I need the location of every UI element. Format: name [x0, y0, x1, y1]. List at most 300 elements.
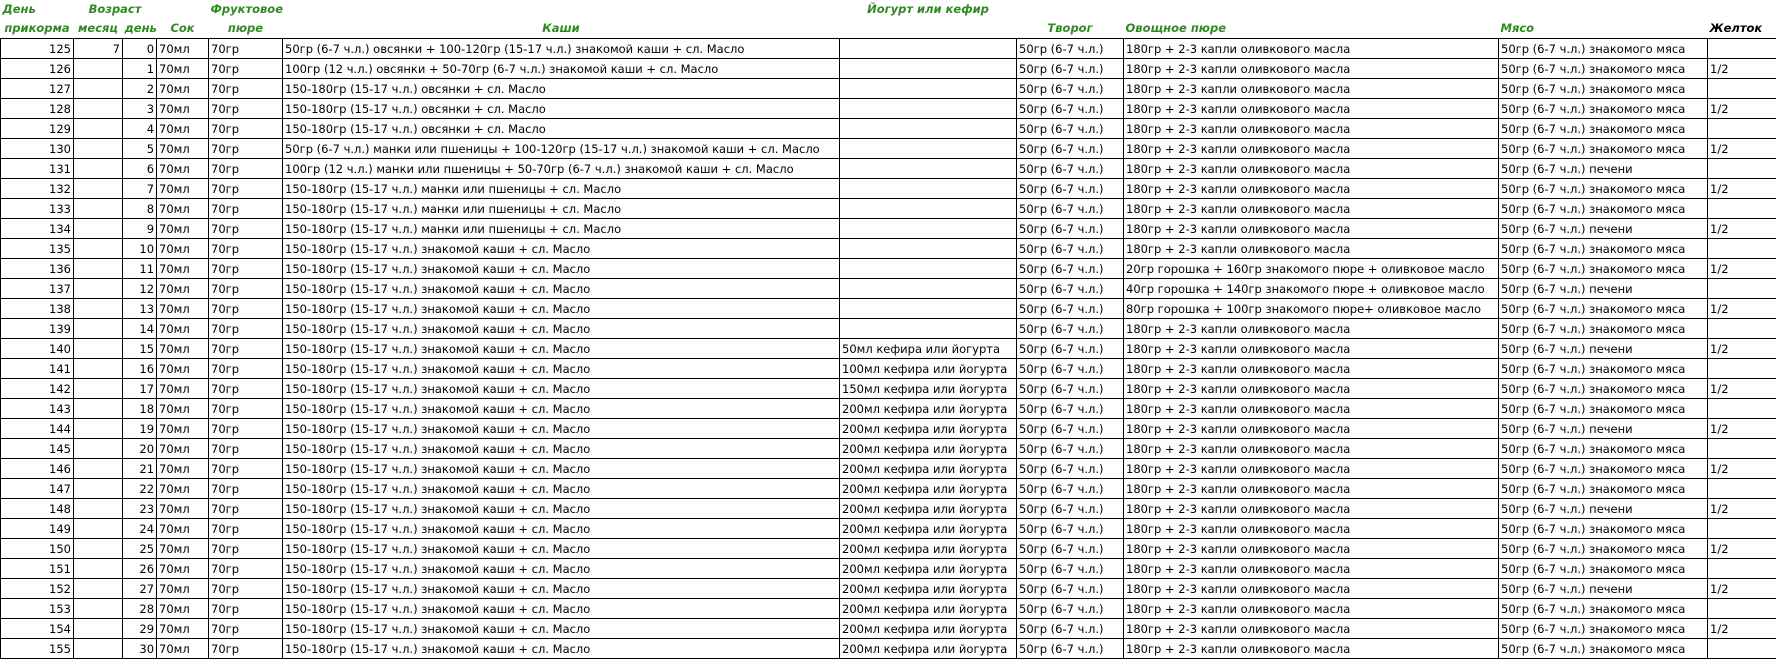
- cell-juice[interactable]: 70мл: [157, 219, 209, 239]
- cell-vegetable-puree[interactable]: 180гр + 2-3 капли оливкового масла: [1124, 179, 1499, 199]
- cell-cottage-cheese[interactable]: 50гр (6-7 ч.л.): [1017, 459, 1124, 479]
- cell-porridge[interactable]: 150-180гр (15-17 ч.л.) манки или пшеницы + сл. Масло: [283, 179, 840, 199]
- cell-cottage-cheese[interactable]: 50гр (6-7 ч.л.): [1017, 239, 1124, 259]
- cell-yogurt[interactable]: [840, 139, 1017, 159]
- cell-yogurt[interactable]: [840, 79, 1017, 99]
- cell-yolk[interactable]: [1708, 599, 1776, 619]
- cell-porridge[interactable]: 150-180гр (15-17 ч.л.) манки или пшеницы + сл. Масло: [283, 199, 840, 219]
- cell-juice[interactable]: 70мл: [157, 179, 209, 199]
- cell-month[interactable]: [74, 79, 123, 99]
- cell-day[interactable]: 143: [1, 399, 74, 419]
- cell-day-number[interactable]: 9: [123, 219, 157, 239]
- cell-porridge[interactable]: 150-180гр (15-17 ч.л.) овсянки + сл. Масло: [283, 79, 840, 99]
- cell-juice[interactable]: 70мл: [157, 619, 209, 639]
- cell-meat[interactable]: 50гр (6-7 ч.л.) знакомого мяса: [1499, 199, 1708, 219]
- cell-day-number[interactable]: 1: [123, 59, 157, 79]
- cell-cottage-cheese[interactable]: 50гр (6-7 ч.л.): [1017, 119, 1124, 139]
- cell-meat[interactable]: 50гр (6-7 ч.л.) знакомого мяса: [1499, 399, 1708, 419]
- cell-day-number[interactable]: 6: [123, 159, 157, 179]
- cell-porridge[interactable]: 150-180гр (15-17 ч.л.) манки или пшеницы + сл. Масло: [283, 219, 840, 239]
- cell-day-number[interactable]: 30: [123, 639, 157, 659]
- cell-juice[interactable]: 70мл: [157, 39, 209, 59]
- cell-porridge[interactable]: 150-180гр (15-17 ч.л.) знакомой каши + сл. Масло: [283, 359, 840, 379]
- cell-porridge[interactable]: 150-180гр (15-17 ч.л.) знакомой каши + сл. Масло: [283, 459, 840, 479]
- cell-fruit-puree[interactable]: 70гр: [209, 359, 283, 379]
- cell-day-number[interactable]: 28: [123, 599, 157, 619]
- cell-month[interactable]: [74, 59, 123, 79]
- cell-month[interactable]: [74, 459, 123, 479]
- cell-month[interactable]: [74, 579, 123, 599]
- cell-fruit-puree[interactable]: 70гр: [209, 639, 283, 659]
- cell-yogurt[interactable]: [840, 319, 1017, 339]
- cell-day[interactable]: 152: [1, 579, 74, 599]
- cell-cottage-cheese[interactable]: 50гр (6-7 ч.л.): [1017, 159, 1124, 179]
- cell-day[interactable]: 140: [1, 339, 74, 359]
- cell-juice[interactable]: 70мл: [157, 439, 209, 459]
- cell-yogurt[interactable]: 200мл кефира или йогурта: [840, 499, 1017, 519]
- cell-meat[interactable]: 50гр (6-7 ч.л.) знакомого мяса: [1499, 619, 1708, 639]
- cell-meat[interactable]: 50гр (6-7 ч.л.) печени: [1499, 419, 1708, 439]
- cell-month[interactable]: [74, 199, 123, 219]
- cell-month[interactable]: [74, 219, 123, 239]
- cell-porridge[interactable]: 150-180гр (15-17 ч.л.) знакомой каши + сл. Масло: [283, 619, 840, 639]
- cell-meat[interactable]: 50гр (6-7 ч.л.) знакомого мяса: [1499, 239, 1708, 259]
- cell-day[interactable]: 127: [1, 79, 74, 99]
- cell-juice[interactable]: 70мл: [157, 339, 209, 359]
- cell-yolk[interactable]: [1708, 79, 1776, 99]
- cell-fruit-puree[interactable]: 70гр: [209, 299, 283, 319]
- cell-day[interactable]: 147: [1, 479, 74, 499]
- cell-yolk[interactable]: [1708, 39, 1776, 59]
- cell-porridge[interactable]: 100гр (12 ч.л.) овсянки + 50-70гр (6-7 ч.л.) знакомой каши + сл. Масло: [283, 59, 840, 79]
- cell-vegetable-puree[interactable]: 180гр + 2-3 капли оливкового масла: [1124, 39, 1499, 59]
- cell-meat[interactable]: 50гр (6-7 ч.л.) знакомого мяса: [1499, 599, 1708, 619]
- cell-meat[interactable]: 50гр (6-7 ч.л.) печени: [1499, 159, 1708, 179]
- cell-vegetable-puree[interactable]: 180гр + 2-3 капли оливкового масла: [1124, 439, 1499, 459]
- cell-yolk[interactable]: [1708, 439, 1776, 459]
- cell-fruit-puree[interactable]: 70гр: [209, 179, 283, 199]
- cell-vegetable-puree[interactable]: 180гр + 2-3 капли оливкового масла: [1124, 99, 1499, 119]
- cell-fruit-puree[interactable]: 70гр: [209, 279, 283, 299]
- cell-juice[interactable]: 70мл: [157, 519, 209, 539]
- cell-fruit-puree[interactable]: 70гр: [209, 339, 283, 359]
- cell-fruit-puree[interactable]: 70гр: [209, 599, 283, 619]
- cell-day-number[interactable]: 24: [123, 519, 157, 539]
- cell-fruit-puree[interactable]: 70гр: [209, 239, 283, 259]
- cell-juice[interactable]: 70мл: [157, 379, 209, 399]
- cell-cottage-cheese[interactable]: 50гр (6-7 ч.л.): [1017, 559, 1124, 579]
- cell-cottage-cheese[interactable]: 50гр (6-7 ч.л.): [1017, 379, 1124, 399]
- cell-cottage-cheese[interactable]: 50гр (6-7 ч.л.): [1017, 619, 1124, 639]
- cell-yolk[interactable]: [1708, 319, 1776, 339]
- cell-month[interactable]: [74, 119, 123, 139]
- cell-juice[interactable]: 70мл: [157, 559, 209, 579]
- cell-cottage-cheese[interactable]: 50гр (6-7 ч.л.): [1017, 339, 1124, 359]
- cell-yogurt[interactable]: 200мл кефира или йогурта: [840, 639, 1017, 659]
- cell-fruit-puree[interactable]: 70гр: [209, 79, 283, 99]
- cell-day[interactable]: 136: [1, 259, 74, 279]
- cell-month[interactable]: [74, 639, 123, 659]
- cell-day-number[interactable]: 18: [123, 399, 157, 419]
- cell-day[interactable]: 130: [1, 139, 74, 159]
- cell-meat[interactable]: 50гр (6-7 ч.л.) знакомого мяса: [1499, 559, 1708, 579]
- cell-yolk[interactable]: [1708, 519, 1776, 539]
- cell-vegetable-puree[interactable]: 180гр + 2-3 капли оливкового масла: [1124, 459, 1499, 479]
- cell-fruit-puree[interactable]: 70гр: [209, 39, 283, 59]
- cell-porridge[interactable]: 150-180гр (15-17 ч.л.) знакомой каши + сл. Масло: [283, 479, 840, 499]
- cell-day-number[interactable]: 26: [123, 559, 157, 579]
- cell-month[interactable]: [74, 159, 123, 179]
- cell-month[interactable]: [74, 439, 123, 459]
- cell-day[interactable]: 142: [1, 379, 74, 399]
- cell-yolk[interactable]: 1/2: [1708, 339, 1776, 359]
- cell-fruit-puree[interactable]: 70гр: [209, 519, 283, 539]
- cell-fruit-puree[interactable]: 70гр: [209, 579, 283, 599]
- cell-yolk[interactable]: 1/2: [1708, 259, 1776, 279]
- cell-yogurt[interactable]: 100мл кефира или йогурта: [840, 359, 1017, 379]
- cell-yogurt[interactable]: [840, 259, 1017, 279]
- cell-day[interactable]: 141: [1, 359, 74, 379]
- cell-day[interactable]: 155: [1, 639, 74, 659]
- cell-cottage-cheese[interactable]: 50гр (6-7 ч.л.): [1017, 139, 1124, 159]
- cell-juice[interactable]: 70мл: [157, 99, 209, 119]
- cell-yogurt[interactable]: 200мл кефира или йогурта: [840, 459, 1017, 479]
- cell-fruit-puree[interactable]: 70гр: [209, 419, 283, 439]
- cell-meat[interactable]: 50гр (6-7 ч.л.) знакомого мяса: [1499, 259, 1708, 279]
- cell-meat[interactable]: 50гр (6-7 ч.л.) знакомого мяса: [1499, 359, 1708, 379]
- cell-month[interactable]: [74, 559, 123, 579]
- cell-juice[interactable]: 70мл: [157, 159, 209, 179]
- cell-fruit-puree[interactable]: 70гр: [209, 479, 283, 499]
- cell-month[interactable]: [74, 279, 123, 299]
- cell-juice[interactable]: 70мл: [157, 139, 209, 159]
- cell-month[interactable]: [74, 259, 123, 279]
- cell-juice[interactable]: 70мл: [157, 79, 209, 99]
- cell-day[interactable]: 129: [1, 119, 74, 139]
- cell-yogurt[interactable]: 150мл кефира или йогурта: [840, 379, 1017, 399]
- cell-juice[interactable]: 70мл: [157, 199, 209, 219]
- cell-yolk[interactable]: [1708, 559, 1776, 579]
- cell-porridge[interactable]: 150-180гр (15-17 ч.л.) знакомой каши + сл. Масло: [283, 339, 840, 359]
- cell-porridge[interactable]: 150-180гр (15-17 ч.л.) знакомой каши + сл. Масло: [283, 299, 840, 319]
- cell-day-number[interactable]: 14: [123, 319, 157, 339]
- cell-day-number[interactable]: 3: [123, 99, 157, 119]
- cell-yogurt[interactable]: [840, 59, 1017, 79]
- cell-cottage-cheese[interactable]: 50гр (6-7 ч.л.): [1017, 319, 1124, 339]
- cell-fruit-puree[interactable]: 70гр: [209, 559, 283, 579]
- cell-yogurt[interactable]: 200мл кефира или йогурта: [840, 479, 1017, 499]
- cell-month[interactable]: [74, 479, 123, 499]
- cell-cottage-cheese[interactable]: 50гр (6-7 ч.л.): [1017, 599, 1124, 619]
- cell-cottage-cheese[interactable]: 50гр (6-7 ч.л.): [1017, 299, 1124, 319]
- cell-vegetable-puree[interactable]: 180гр + 2-3 капли оливкового масла: [1124, 319, 1499, 339]
- cell-yogurt[interactable]: [840, 159, 1017, 179]
- cell-meat[interactable]: 50гр (6-7 ч.л.) знакомого мяса: [1499, 139, 1708, 159]
- cell-month[interactable]: [74, 379, 123, 399]
- cell-vegetable-puree[interactable]: 180гр + 2-3 капли оливкового масла: [1124, 199, 1499, 219]
- cell-vegetable-puree[interactable]: 180гр + 2-3 капли оливкового масла: [1124, 239, 1499, 259]
- cell-meat[interactable]: 50гр (6-7 ч.л.) знакомого мяса: [1499, 519, 1708, 539]
- cell-day-number[interactable]: 4: [123, 119, 157, 139]
- cell-day-number[interactable]: 25: [123, 539, 157, 559]
- cell-cottage-cheese[interactable]: 50гр (6-7 ч.л.): [1017, 439, 1124, 459]
- cell-month[interactable]: [74, 539, 123, 559]
- cell-fruit-puree[interactable]: 70гр: [209, 439, 283, 459]
- cell-vegetable-puree[interactable]: 180гр + 2-3 капли оливкового масла: [1124, 59, 1499, 79]
- cell-vegetable-puree[interactable]: 180гр + 2-3 капли оливкового масла: [1124, 519, 1499, 539]
- cell-day-number[interactable]: 22: [123, 479, 157, 499]
- cell-yogurt[interactable]: 200мл кефира или йогурта: [840, 439, 1017, 459]
- cell-day-number[interactable]: 20: [123, 439, 157, 459]
- cell-yolk[interactable]: 1/2: [1708, 179, 1776, 199]
- cell-yogurt[interactable]: 200мл кефира или йогурта: [840, 539, 1017, 559]
- cell-cottage-cheese[interactable]: 50гр (6-7 ч.л.): [1017, 39, 1124, 59]
- cell-day[interactable]: 139: [1, 319, 74, 339]
- cell-yogurt[interactable]: 200мл кефира или йогурта: [840, 419, 1017, 439]
- cell-day-number[interactable]: 21: [123, 459, 157, 479]
- cell-cottage-cheese[interactable]: 50гр (6-7 ч.л.): [1017, 59, 1124, 79]
- cell-vegetable-puree[interactable]: 180гр + 2-3 капли оливкового масла: [1124, 79, 1499, 99]
- cell-yogurt[interactable]: [840, 39, 1017, 59]
- cell-vegetable-puree[interactable]: 180гр + 2-3 капли оливкового масла: [1124, 219, 1499, 239]
- cell-day[interactable]: 154: [1, 619, 74, 639]
- cell-yolk[interactable]: 1/2: [1708, 299, 1776, 319]
- cell-cottage-cheese[interactable]: 50гр (6-7 ч.л.): [1017, 639, 1124, 659]
- cell-day[interactable]: 138: [1, 299, 74, 319]
- cell-cottage-cheese[interactable]: 50гр (6-7 ч.л.): [1017, 79, 1124, 99]
- cell-vegetable-puree[interactable]: 180гр + 2-3 капли оливкового масла: [1124, 599, 1499, 619]
- cell-meat[interactable]: 50гр (6-7 ч.л.) знакомого мяса: [1499, 639, 1708, 659]
- cell-month[interactable]: [74, 619, 123, 639]
- cell-day[interactable]: 125: [1, 39, 74, 59]
- cell-fruit-puree[interactable]: 70гр: [209, 539, 283, 559]
- cell-cottage-cheese[interactable]: 50гр (6-7 ч.л.): [1017, 199, 1124, 219]
- cell-juice[interactable]: 70мл: [157, 419, 209, 439]
- cell-day[interactable]: 151: [1, 559, 74, 579]
- cell-vegetable-puree[interactable]: 180гр + 2-3 капли оливкового масла: [1124, 419, 1499, 439]
- cell-yogurt[interactable]: 200мл кефира или йогурта: [840, 559, 1017, 579]
- cell-yolk[interactable]: [1708, 359, 1776, 379]
- cell-juice[interactable]: 70мл: [157, 479, 209, 499]
- cell-yogurt[interactable]: [840, 219, 1017, 239]
- cell-yolk[interactable]: 1/2: [1708, 419, 1776, 439]
- cell-juice[interactable]: 70мл: [157, 279, 209, 299]
- cell-meat[interactable]: 50гр (6-7 ч.л.) знакомого мяса: [1499, 99, 1708, 119]
- cell-yogurt[interactable]: [840, 199, 1017, 219]
- cell-juice[interactable]: 70мл: [157, 539, 209, 559]
- cell-day-number[interactable]: 13: [123, 299, 157, 319]
- cell-yolk[interactable]: [1708, 639, 1776, 659]
- cell-day-number[interactable]: 27: [123, 579, 157, 599]
- cell-cottage-cheese[interactable]: 50гр (6-7 ч.л.): [1017, 419, 1124, 439]
- cell-meat[interactable]: 50гр (6-7 ч.л.) печени: [1499, 579, 1708, 599]
- cell-day[interactable]: 153: [1, 599, 74, 619]
- cell-cottage-cheese[interactable]: 50гр (6-7 ч.л.): [1017, 179, 1124, 199]
- cell-porridge[interactable]: 150-180гр (15-17 ч.л.) овсянки + сл. Масло: [283, 99, 840, 119]
- cell-yolk[interactable]: 1/2: [1708, 579, 1776, 599]
- cell-meat[interactable]: 50гр (6-7 ч.л.) знакомого мяса: [1499, 459, 1708, 479]
- cell-cottage-cheese[interactable]: 50гр (6-7 ч.л.): [1017, 99, 1124, 119]
- cell-day[interactable]: 134: [1, 219, 74, 239]
- cell-cottage-cheese[interactable]: 50гр (6-7 ч.л.): [1017, 579, 1124, 599]
- cell-porridge[interactable]: 150-180гр (15-17 ч.л.) знакомой каши + сл. Масло: [283, 579, 840, 599]
- cell-month[interactable]: [74, 339, 123, 359]
- cell-porridge[interactable]: 100гр (12 ч.л.) манки или пшеницы + 50-70гр (6-7 ч.л.) знакомой каши + сл. Масло: [283, 159, 840, 179]
- cell-porridge[interactable]: 150-180гр (15-17 ч.л.) знакомой каши + сл. Масло: [283, 419, 840, 439]
- cell-day-number[interactable]: 8: [123, 199, 157, 219]
- cell-cottage-cheese[interactable]: 50гр (6-7 ч.л.): [1017, 259, 1124, 279]
- cell-fruit-puree[interactable]: 70гр: [209, 259, 283, 279]
- cell-fruit-puree[interactable]: 70гр: [209, 199, 283, 219]
- cell-vegetable-puree[interactable]: 20гр горошка + 160гр знакомого пюре + оливковое масло: [1124, 259, 1499, 279]
- cell-yogurt[interactable]: [840, 119, 1017, 139]
- cell-month[interactable]: [74, 179, 123, 199]
- cell-cottage-cheese[interactable]: 50гр (6-7 ч.л.): [1017, 399, 1124, 419]
- cell-cottage-cheese[interactable]: 50гр (6-7 ч.л.): [1017, 499, 1124, 519]
- cell-porridge[interactable]: 150-180гр (15-17 ч.л.) знакомой каши + сл. Масло: [283, 639, 840, 659]
- cell-yogurt[interactable]: 200мл кефира или йогурта: [840, 579, 1017, 599]
- cell-vegetable-puree[interactable]: 180гр + 2-3 капли оливкового масла: [1124, 359, 1499, 379]
- cell-day-number[interactable]: 0: [123, 39, 157, 59]
- cell-vegetable-puree[interactable]: 180гр + 2-3 капли оливкового масла: [1124, 399, 1499, 419]
- cell-vegetable-puree[interactable]: 180гр + 2-3 капли оливкового масла: [1124, 579, 1499, 599]
- cell-porridge[interactable]: 150-180гр (15-17 ч.л.) знакомой каши + сл. Масло: [283, 519, 840, 539]
- cell-fruit-puree[interactable]: 70гр: [209, 399, 283, 419]
- cell-porridge[interactable]: 150-180гр (15-17 ч.л.) знакомой каши + сл. Масло: [283, 379, 840, 399]
- cell-day[interactable]: 133: [1, 199, 74, 219]
- cell-juice[interactable]: 70мл: [157, 259, 209, 279]
- cell-yogurt[interactable]: 200мл кефира или йогурта: [840, 599, 1017, 619]
- cell-day-number[interactable]: 2: [123, 79, 157, 99]
- cell-day[interactable]: 146: [1, 459, 74, 479]
- cell-day-number[interactable]: 7: [123, 179, 157, 199]
- cell-day[interactable]: 145: [1, 439, 74, 459]
- cell-porridge[interactable]: 150-180гр (15-17 ч.л.) знакомой каши + сл. Масло: [283, 539, 840, 559]
- cell-juice[interactable]: 70мл: [157, 359, 209, 379]
- cell-month[interactable]: [74, 359, 123, 379]
- cell-meat[interactable]: 50гр (6-7 ч.л.) знакомого мяса: [1499, 59, 1708, 79]
- cell-juice[interactable]: 70мл: [157, 579, 209, 599]
- cell-fruit-puree[interactable]: 70гр: [209, 219, 283, 239]
- cell-day-number[interactable]: 12: [123, 279, 157, 299]
- cell-yogurt[interactable]: 200мл кефира или йогурта: [840, 519, 1017, 539]
- cell-meat[interactable]: 50гр (6-7 ч.л.) знакомого мяса: [1499, 479, 1708, 499]
- cell-meat[interactable]: 50гр (6-7 ч.л.) знакомого мяса: [1499, 179, 1708, 199]
- cell-juice[interactable]: 70мл: [157, 239, 209, 259]
- cell-vegetable-puree[interactable]: 180гр + 2-3 капли оливкового масла: [1124, 559, 1499, 579]
- cell-month[interactable]: [74, 419, 123, 439]
- cell-vegetable-puree[interactable]: 180гр + 2-3 капли оливкового масла: [1124, 639, 1499, 659]
- cell-juice[interactable]: 70мл: [157, 639, 209, 659]
- cell-yolk[interactable]: [1708, 119, 1776, 139]
- cell-vegetable-puree[interactable]: 180гр + 2-3 капли оливкового масла: [1124, 339, 1499, 359]
- cell-yolk[interactable]: [1708, 159, 1776, 179]
- cell-yogurt[interactable]: 200мл кефира или йогурта: [840, 399, 1017, 419]
- cell-yogurt[interactable]: [840, 279, 1017, 299]
- cell-month[interactable]: [74, 139, 123, 159]
- cell-juice[interactable]: 70мл: [157, 119, 209, 139]
- cell-day[interactable]: 137: [1, 279, 74, 299]
- cell-day[interactable]: 128: [1, 99, 74, 119]
- cell-porridge[interactable]: 150-180гр (15-17 ч.л.) знакомой каши + сл. Масло: [283, 259, 840, 279]
- cell-day-number[interactable]: 23: [123, 499, 157, 519]
- cell-day[interactable]: 135: [1, 239, 74, 259]
- cell-yolk[interactable]: [1708, 399, 1776, 419]
- cell-porridge[interactable]: 150-180гр (15-17 ч.л.) знакомой каши + сл. Масло: [283, 319, 840, 339]
- cell-juice[interactable]: 70мл: [157, 299, 209, 319]
- cell-month[interactable]: [74, 519, 123, 539]
- cell-month[interactable]: [74, 99, 123, 119]
- cell-fruit-puree[interactable]: 70гр: [209, 59, 283, 79]
- cell-yolk[interactable]: 1/2: [1708, 499, 1776, 519]
- cell-yolk[interactable]: 1/2: [1708, 139, 1776, 159]
- cell-day-number[interactable]: 11: [123, 259, 157, 279]
- cell-cottage-cheese[interactable]: 50гр (6-7 ч.л.): [1017, 279, 1124, 299]
- cell-vegetable-puree[interactable]: 180гр + 2-3 капли оливкового масла: [1124, 159, 1499, 179]
- cell-day-number[interactable]: 16: [123, 359, 157, 379]
- cell-yogurt[interactable]: [840, 179, 1017, 199]
- cell-month[interactable]: [74, 399, 123, 419]
- cell-juice[interactable]: 70мл: [157, 599, 209, 619]
- cell-meat[interactable]: 50гр (6-7 ч.л.) знакомого мяса: [1499, 119, 1708, 139]
- cell-fruit-puree[interactable]: 70гр: [209, 619, 283, 639]
- cell-day[interactable]: 132: [1, 179, 74, 199]
- cell-juice[interactable]: 70мл: [157, 499, 209, 519]
- cell-juice[interactable]: 70мл: [157, 319, 209, 339]
- cell-day-number[interactable]: 29: [123, 619, 157, 639]
- cell-yolk[interactable]: 1/2: [1708, 539, 1776, 559]
- cell-porridge[interactable]: 50гр (6-7 ч.л.) овсянки + 100-120гр (15-17 ч.л.) знакомой каши + сл. Масло: [283, 39, 840, 59]
- cell-yolk[interactable]: 1/2: [1708, 99, 1776, 119]
- cell-fruit-puree[interactable]: 70гр: [209, 379, 283, 399]
- cell-day-number[interactable]: 15: [123, 339, 157, 359]
- cell-vegetable-puree[interactable]: 180гр + 2-3 капли оливкового масла: [1124, 539, 1499, 559]
- cell-meat[interactable]: 50гр (6-7 ч.л.) знакомого мяса: [1499, 319, 1708, 339]
- cell-day[interactable]: 144: [1, 419, 74, 439]
- cell-cottage-cheese[interactable]: 50гр (6-7 ч.л.): [1017, 519, 1124, 539]
- cell-vegetable-puree[interactable]: 180гр + 2-3 капли оливкового масла: [1124, 379, 1499, 399]
- cell-fruit-puree[interactable]: 70гр: [209, 99, 283, 119]
- cell-yogurt[interactable]: [840, 299, 1017, 319]
- cell-fruit-puree[interactable]: 70гр: [209, 319, 283, 339]
- cell-day-number[interactable]: 17: [123, 379, 157, 399]
- cell-vegetable-puree[interactable]: 80гр горошка + 100гр знакомого пюре+ оливковое масло: [1124, 299, 1499, 319]
- cell-yogurt[interactable]: [840, 239, 1017, 259]
- cell-cottage-cheese[interactable]: 50гр (6-7 ч.л.): [1017, 539, 1124, 559]
- cell-yolk[interactable]: [1708, 279, 1776, 299]
- cell-meat[interactable]: 50гр (6-7 ч.л.) знакомого мяса: [1499, 379, 1708, 399]
- cell-yogurt[interactable]: [840, 99, 1017, 119]
- cell-yogurt[interactable]: 200мл кефира или йогурта: [840, 619, 1017, 639]
- cell-meat[interactable]: 50гр (6-7 ч.л.) знакомого мяса: [1499, 79, 1708, 99]
- cell-month[interactable]: [74, 319, 123, 339]
- cell-day-number[interactable]: 10: [123, 239, 157, 259]
- cell-vegetable-puree[interactable]: 180гр + 2-3 капли оливкового масла: [1124, 499, 1499, 519]
- cell-day[interactable]: 148: [1, 499, 74, 519]
- cell-juice[interactable]: 70мл: [157, 59, 209, 79]
- cell-porridge[interactable]: 150-180гр (15-17 ч.л.) знакомой каши + сл. Масло: [283, 439, 840, 459]
- cell-vegetable-puree[interactable]: 180гр + 2-3 капли оливкового масла: [1124, 139, 1499, 159]
- cell-vegetable-puree[interactable]: 180гр + 2-3 капли оливкового масла: [1124, 619, 1499, 639]
- cell-month[interactable]: [74, 299, 123, 319]
- cell-day[interactable]: 150: [1, 539, 74, 559]
- cell-porridge[interactable]: 150-180гр (15-17 ч.л.) овсянки + сл. Масло: [283, 119, 840, 139]
- cell-fruit-puree[interactable]: 70гр: [209, 119, 283, 139]
- cell-juice[interactable]: 70мл: [157, 459, 209, 479]
- cell-day[interactable]: 126: [1, 59, 74, 79]
- cell-day[interactable]: 149: [1, 519, 74, 539]
- cell-yolk[interactable]: [1708, 239, 1776, 259]
